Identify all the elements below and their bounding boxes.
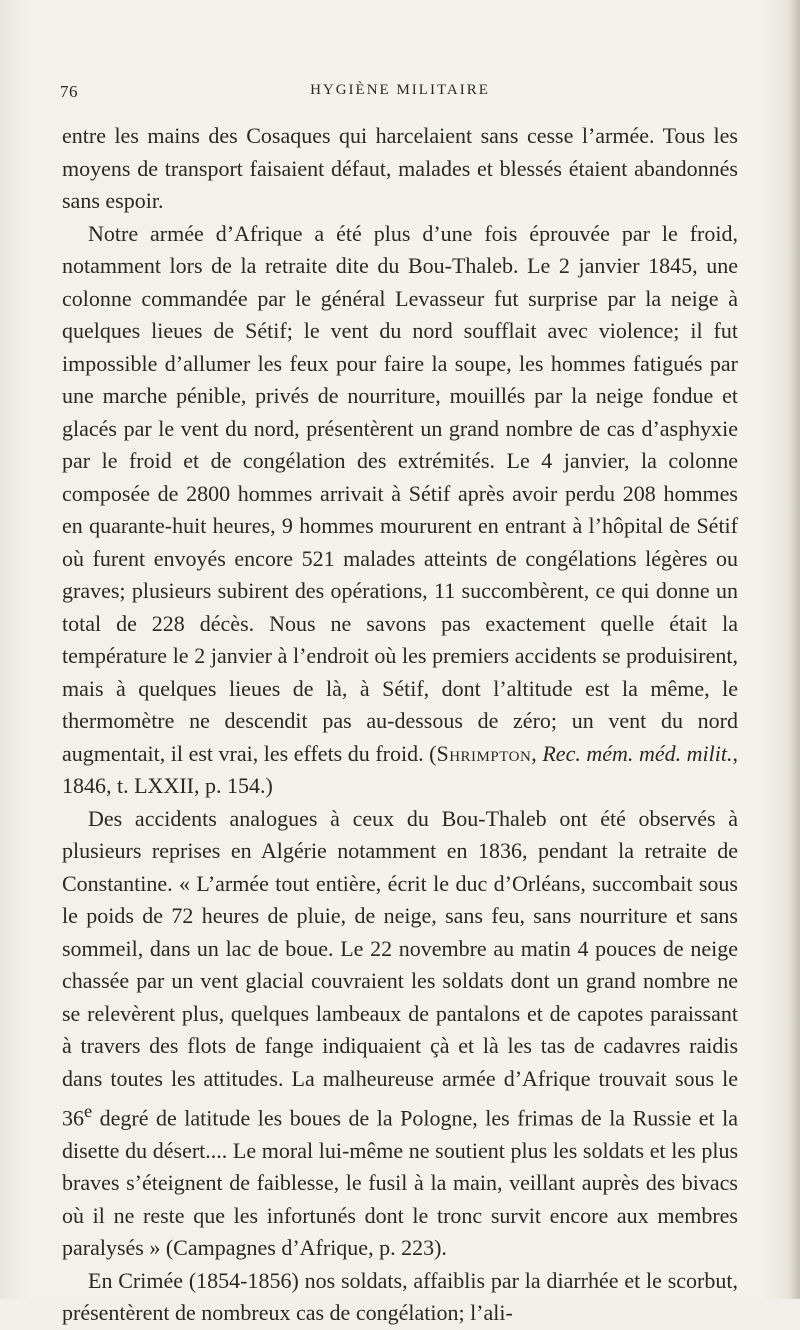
page-header [60, 82, 740, 108]
paragraph-3-end: degré de latitude les boues de la Pologne, les frimas de la Russie et la disette du désert.... Le moral lui-même ne soutient plus les soldats et les plus braves s’éteignent de faiblesse, le fusil à la main, veillant auprès des bivacs où il ne reste que les infortunés dont le tronc survit encore aux membres paralysés » (Campagnes d’Afrique, p. 223). [62, 1105, 738, 1261]
paragraph-3-text: Des accidents analogues à ceux du Bou-Thaleb ont été observés à plusieurs reprises en Algérie notamment en 1836, pendant la retraite de Constantine. « L’armée tout entière, écrit le duc d’Orléans, succombait sous le poids de 72 heures de pluie, de neige, sans feu, sans nourriture et sans sommeil, dans un lac de boue. Le 22 novembre au matin 4 pouces de neige chassée par un vent glacial couvraient les soldats dont un grand nombre ne se relevèrent plus, quelques lambeaux de pantalons et de capotes paraissant à travers des flots de fange indiquaient çà et là les tas de cadavres raidis dans toutes les attitudes. La malheureuse armée d’Afrique trouvait sous le 36 [62, 805, 738, 1131]
paragraph-1 [62, 120, 738, 218]
paragraph-4 [62, 1265, 738, 1330]
paragraph-2-text: Notre armée d’Afrique a été plus d’une fois éprouvée par le froid, notamment lors de la retraite dite du Bou-Thaleb. Le 2 janvier 1845, une colonne commandée par le général Levasseur fut surprise par la neige à quelques lieues de Sétif; le vent du nord soufflait avec violence; il fut impossible d’allumer les feux pour faire la soupe, les hommes fatigués par une marche pénible, privés de nourriture, mouillés par la neige fondue et glacés par le vent du nord, présentèrent un grand nombre de cas d’asphyxie par le froid et de congélation des extrémités. Le 4 janvier, la colonne composée de 2800 hommes arrivait à Sétif après avoir perdu 208 hommes en quarante-huit heures, 9 hommes moururent en entrant à l’hôpital de Sétif où furent envoyés encore 521 malades atteints de congélations légères ou graves; plusieurs subirent des opérations, 11 succombèrent, ce qui donne un total de 228 décès. Nous ne savons pas exactement quelle était la température le 2 janvier à l’endroit où les premiers accidents se produisirent, mais à quelques lieues de là, à Sétif, dont l’altitude est la même, le thermomètre ne descendit pas au-dessous de zéro; un vent du nord augmentait, il est vrai, les effets du froid. ( [62, 220, 738, 766]
degree-superscript: e [84, 1101, 93, 1121]
page-edge-shadow [788, 0, 800, 1299]
citation-author: Shrimpton [436, 740, 532, 766]
body-text [62, 120, 738, 1330]
page-number: 76 [60, 82, 78, 101]
paragraph-1-text: entre les mains des Cosaques qui harcelaient sans cesse l’armée. Tous les moyens de transport faisaient défaut, malades et blessés étaient abandonnés sans espoir. [62, 123, 738, 213]
paragraph-4-text: En Crimée (1854-1856) nos soldats, affaiblis par la diarrhée et le scorbut, présentèrent de nombreux cas de congélation; l’ali- [62, 1267, 738, 1326]
citation-separator: , [531, 740, 543, 766]
paragraph-3 [62, 803, 738, 1265]
citation-details: , 1846, t. LXXII, p. 154.) [62, 740, 739, 798]
paragraph-2 [62, 218, 738, 803]
citation-journal: Rec. mém. méd. milit. [542, 740, 733, 766]
running-title: HYGIÈNE MILITAIRE [310, 82, 490, 98]
